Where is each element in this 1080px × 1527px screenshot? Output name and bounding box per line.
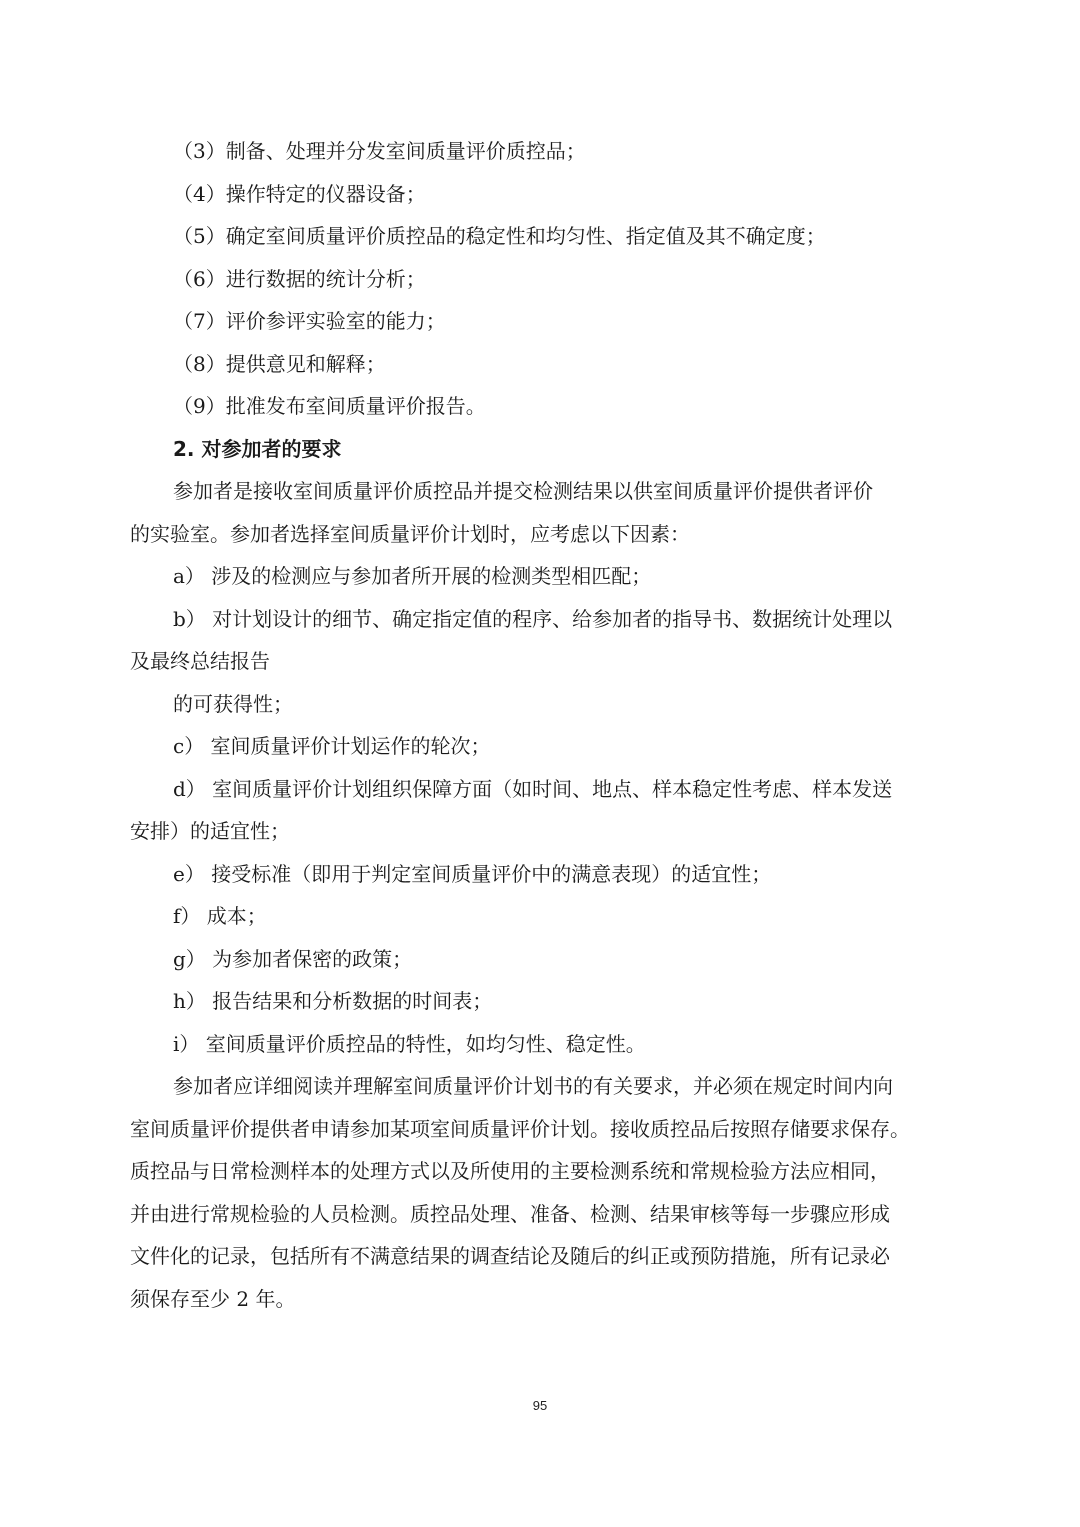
factor-e: e） 接受标准（即用于判定室间质量评价中的满意表现）的适宜性； (173, 861, 772, 886)
paragraph-closing-line-2: 室间质量评价提供者申请参加某项室间质量评价计划。接收质控品后按照存储要求保存。 (130, 1116, 910, 1141)
list-item-8: （8）提供意见和解释； (173, 351, 386, 376)
page-body (130, 130, 952, 1320)
factor-b-line-2: 及最终总结报告 (130, 649, 270, 673)
factor-h: h） 报告结果和分析数据的时间表； (173, 989, 493, 1013)
page-number: 95 (532, 1398, 548, 1413)
factor-b-line-3: 的可获得性； (173, 691, 293, 716)
list-item-4: （4）操作特定的仪器设备； (173, 181, 426, 206)
paragraph-closing-line-1: 参加者应详细阅读并理解室间质量评价计划书的有关要求，并必须在规定时间内向 (173, 1074, 893, 1098)
factor-b-line-1: b） 对计划设计的细节、确定指定值的程序、给参加者的指导书、数据统计处理以 (173, 606, 893, 631)
paragraph-closing-line-3: 质控品与日常检测样本的处理方式以及所使用的主要检测系统和常规检验方法应相同， (130, 1159, 890, 1183)
paragraph-closing-line-6: 须保存至少 2 年。 (130, 1286, 296, 1311)
section-heading: 2. 对参加者的要求 (173, 436, 342, 461)
list-item-6: （6）进行数据的统计分析； (173, 266, 426, 291)
factor-c: c） 室间质量评价计划运作的轮次； (173, 734, 491, 758)
list-item-7: （7）评价参评实验室的能力； (173, 309, 446, 333)
factor-i: i） 室间质量评价质控品的特性，如均匀性、稳定性。 (173, 1031, 646, 1056)
list-item-9: （9）批准发布室间质量评价报告。 (173, 394, 486, 418)
list-item-5: （5）确定室间质量评价质控品的稳定性和均匀性、指定值及其不确定度； (173, 224, 826, 248)
factor-a: a） 涉及的检测应与参加者所开展的检测类型相匹配； (173, 564, 652, 588)
paragraph-closing-line-5: 文件化的记录，包括所有不满意结果的调查结论及随后的纠正或预防措施，所有记录必 (130, 1244, 890, 1268)
paragraph-closing-line-4: 并由进行常规检验的人员检测。质控品处理、准备、检测、结果审核等每一步骤应形成 (130, 1201, 890, 1226)
list-item-3: （3）制备、处理并分发室间质量评价质控品； (173, 139, 586, 163)
factor-g: g） 为参加者保密的政策； (173, 946, 413, 971)
factor-f: f） 成本； (173, 904, 267, 928)
paragraph-intro-line-1: 参加者是接收室间质量评价质控品并提交检测结果以供室间质量评价提供者评价 (173, 479, 873, 503)
factor-d-line-2: 安排）的适宜性； (130, 819, 290, 843)
paragraph-intro-line-2: 的实验室。参加者选择室间质量评价计划时，应考虑以下因素： (130, 521, 690, 546)
factor-d-line-1: d） 室间质量评价计划组织保障方面（如时间、地点、样本稳定性考虑、样本发送 (173, 776, 893, 801)
